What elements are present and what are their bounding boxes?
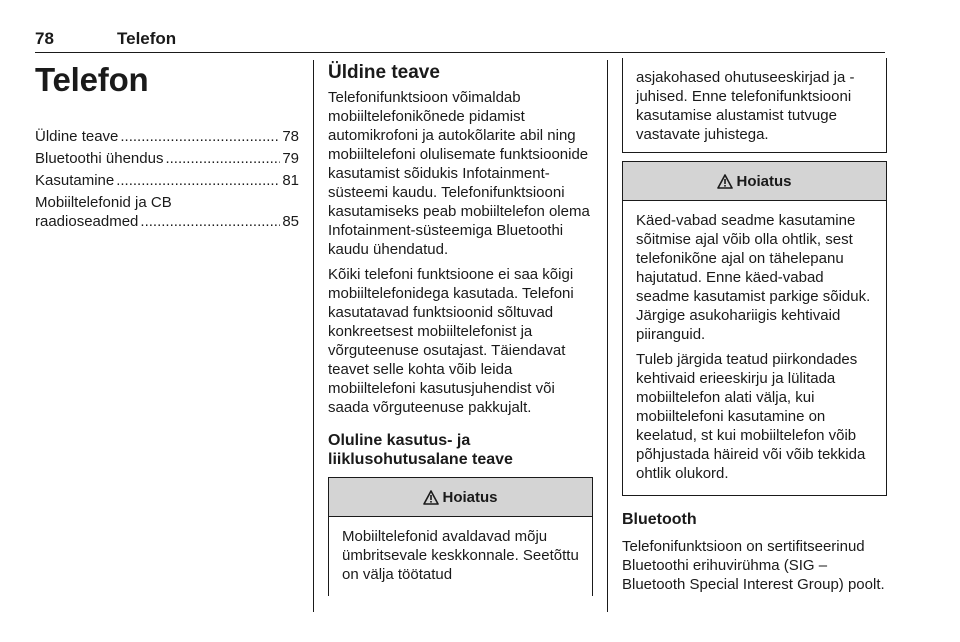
toc-item[interactable] — [35, 171, 299, 190]
toc-item-label: Üldine teave — [35, 128, 119, 145]
column-toc — [35, 60, 299, 234]
column-divider — [607, 60, 608, 612]
section-heading: Üldine teave — [328, 62, 440, 83]
toc-item-label: raadioseadmed — [35, 213, 139, 230]
warning-text: Tuleb järgida teatud piirkondades kehtivaid erieeskirju ja lülitada mobiiltelefon alati välja, kui mobiiltelefoni kasutamine on keelatud, st kui mobiiltelefon võib põhjustada häireid või võib tekkida ohtlik olukord. — [636, 351, 866, 482]
subsection-heading: Bluetooth — [622, 511, 697, 528]
warning-text: Käed-vabad seadme kasutamine sõitmise ajal võib olla ohtlik, sest telefonikõne ajal on tähelepanu hajutatud. Enne käed-vabad seadme kasutamist parkige sõiduk. Järgige asukohariigis kehtivaid piiranguid. — [636, 212, 871, 343]
toc-item-page: 79 — [282, 150, 299, 167]
page-number: 78 — [35, 29, 54, 48]
toc-leader — [140, 212, 280, 231]
column-divider — [313, 60, 314, 612]
column-general-info — [328, 60, 593, 596]
table-of-contents — [35, 127, 299, 231]
warning-body — [329, 517, 592, 596]
warning-box — [622, 161, 887, 496]
warning-title: Hoiatus — [736, 172, 792, 190]
toc-item[interactable] — [35, 193, 299, 231]
toc-item-page: 85 — [282, 213, 299, 230]
warning-triangle-icon — [717, 174, 733, 189]
warning-body — [623, 201, 886, 495]
toc-item-label: Mobiiltelefonid ja CB — [35, 194, 172, 211]
toc-item[interactable] — [35, 149, 299, 168]
warning-text: asjakohased ohutuseeskirjad ja -juhised. Enne telefonifunktsiooni kasutamise alustamist tutvuge vastavate juhistega. — [636, 69, 855, 143]
toc-item-label: Bluetoothi ühendus — [35, 150, 164, 167]
paragraph: Telefonifunktsioon on sertifitseerinud Bluetoothi erihuvirühma (SIG – Bluetooth Special Interest Group) poolt. — [622, 538, 885, 593]
warning-header — [329, 478, 592, 517]
warning-title: Hoiatus — [442, 488, 498, 506]
toc-leader — [116, 171, 280, 190]
warning-box — [328, 477, 593, 596]
warning-text: Mobiiltelefonid avaldavad mõju ümbritsevale keskkonnale. Seetõttu on välja töötatud — [342, 528, 579, 583]
header-title: Telefon — [117, 29, 177, 48]
warning-box-continued — [622, 58, 887, 153]
toc-item-page: 78 — [282, 128, 299, 145]
warning-header — [623, 162, 886, 201]
toc-leader — [165, 149, 280, 168]
toc-item[interactable] — [35, 127, 299, 146]
warning-triangle-icon — [423, 490, 439, 505]
page-header — [35, 28, 885, 53]
toc-leader — [120, 127, 280, 146]
subsection-heading: Oluline kasutus- ja liiklusohutusalane teave — [328, 432, 513, 468]
toc-item-page: 81 — [282, 172, 299, 189]
paragraph: Kõiki telefoni funktsioone ei saa kõigi mobiiltelefonidega kasutada. Telefoni kasutatavad funktsioonid sõltuvad konkreetsest mobiiltelefonist ja võrguteenuse osutajast. Täiendavat teavet selle kohta võib leida mobiiltelefoni kasutusjuhendist või saada võrguteenuse pakkujalt. — [328, 266, 574, 416]
chapter-title: Telefon — [35, 61, 149, 98]
paragraph: Telefonifunktsioon võimaldab mobiiltelefonikõnede pidamist automikrofoni ja autokõlarite abil ning mobiiltelefoni olulisemate funktsioonide kasutamist sõidukis Infotainment-süsteemi kaudu. Telefonifunktsiooni kasutamiseks peab mobiiltelefon olema Infotainment-süsteemiga Bluetoothi kaudu ühendatud. — [328, 89, 590, 258]
toc-item-label: Kasutamine — [35, 172, 115, 189]
column-continued — [622, 60, 887, 600]
